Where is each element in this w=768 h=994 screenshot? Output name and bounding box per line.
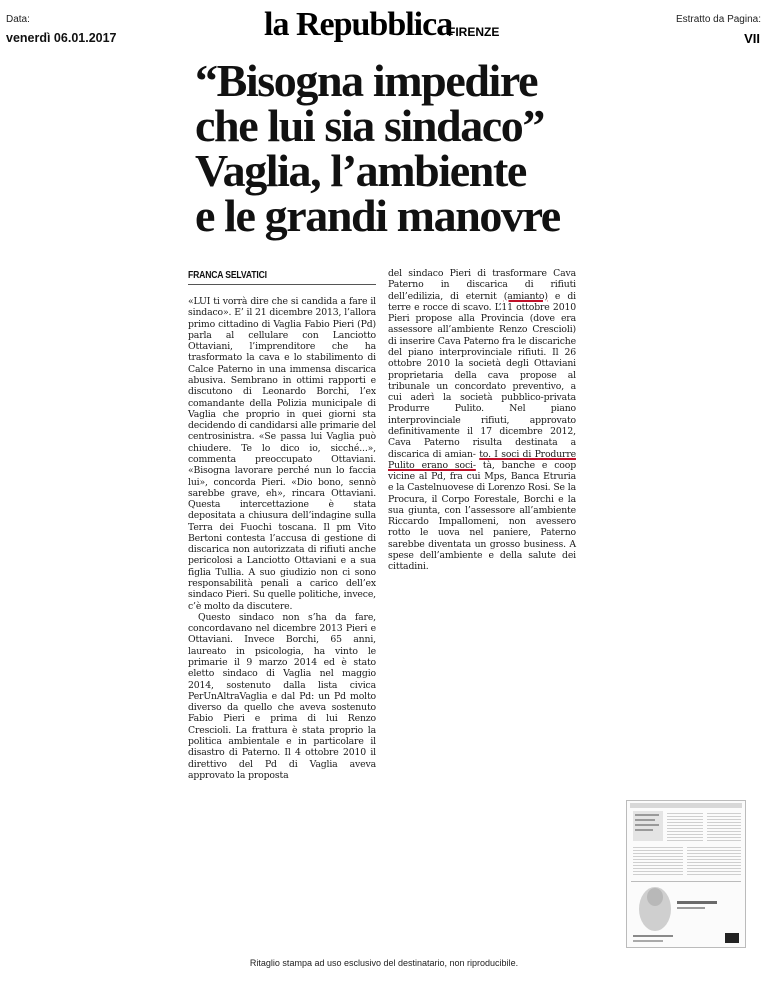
paragraph-3 bbox=[388, 268, 576, 573]
headline-line-2: che lui sia sindaco” bbox=[195, 100, 545, 151]
col2-text-a: del sindaco Pieri di trasformare Cava Paterno in discarica di rifiuti dell’edilizia, di eternit bbox=[388, 268, 576, 302]
headline-line-1: “Bisogna impedire bbox=[195, 55, 538, 106]
highlight-amianto: (amianto) bbox=[503, 290, 548, 302]
edition-label: FIRENZE bbox=[448, 25, 500, 39]
paragraph-2: Questo sindaco non s’ha da fare, concordavano nel dicembre 2013 Pieri e Ottaviani. Invece Borchi, 65 anni, laureato in psicologia, ha vinto le primarie il 9 marzo 2014 ed è stato eletto sindaco di Vaglia nel maggio 2014, sostenuto dalla lista civica PerUnAltraVaglia e dal Pd: un Pd molto diverso da quello che aveva sostenuto Fabio Pieri e prima di lui Renzo Crescioli. La frattura è stata proprio la politica ambientale e in particolare il disastro di Paterno. Il 4 ottobre 2010 il direttivo del Pd di Vaglia aveva approvato la proposta bbox=[188, 611, 376, 781]
footer-notice: Ritaglio stampa ad uso esclusivo del destinatario, non riproducibile. bbox=[249, 958, 519, 968]
article-column-2 bbox=[388, 268, 576, 573]
page-thumbnail-icon bbox=[627, 801, 745, 947]
headline-line-4: e le grandi manovre bbox=[195, 190, 560, 241]
byline-rule bbox=[188, 284, 376, 285]
highlight-soci: to. I soci di Produrre Pulito erano soci- bbox=[388, 448, 576, 471]
col2-text-b: e di terre e rocce di scavo. L’11 ottobre 2010 Pieri propose alla Provincia (dove era assessore all’ambiente Renzo Crescioli) di inserire Cava Paterno fra le discariche del piano interprovinciale rifiuti. Il 26 ottobre 2010 la società degli Ottaviani proprietaria della cava propose al tribunale un concordato preventivo, a cui aderì la società pubblico-privata Produrre Pulito. Nel piano interprovinciale rifiuti, approvato definitivamente il 17 dicembre 2012, Cava Paterno risulta destinata a discarica di amian- bbox=[388, 290, 576, 460]
headline-line-3: Vaglia, l’ambiente bbox=[195, 145, 526, 196]
date-label: Data: bbox=[6, 14, 30, 25]
masthead-logo: la Repubblica bbox=[264, 6, 453, 43]
extract-label: Estratto da Pagina: bbox=[675, 14, 761, 25]
page-number: VII bbox=[744, 31, 760, 46]
article-column-1 bbox=[188, 296, 376, 781]
page-thumbnail bbox=[626, 800, 746, 948]
date-value: venerdì 06.01.2017 bbox=[6, 31, 117, 45]
col2-text-c: tà, banche e coop vicine al Pd, fra cui Mps, Banca Etruria e la Castelnuovese di Lorenzo Rosi. Se la Procura, il Corpo Forestale, Borchi e la sua giunta, con l’assessore all’ambiente Riccardo Impallomeni, non avessero rotto le uova nel paniere, Paterno sarebbe diventata un grosso business. A spese dell’ambiente e della salute dei cittadini. bbox=[388, 459, 577, 573]
article-headline bbox=[195, 55, 615, 241]
byline: FRANCA SELVATICI bbox=[188, 269, 267, 281]
paragraph-1: «LUI ti vorrà dire che si candida a fare il sindaco». E’ il 21 dicembre 2013, l’allora primo cittadino di Vaglia Fabio Pieri (Pd) parla al cellulare con Lanciotto Ottaviani, l’imprenditore che ha trasformato la cava e lo stabilimento di Calce Paterno in una immensa discarica abusiva. Sembrano in ottimi rapporti e discutono di Leonardo Borchi, l’ex comandante della Polizia municipale di Vaglia che proprio in quei giorni sta decidendo di candidarsi alle primarie del centrosinistra. «Se passa lui Vaglia può chiudere. Te lo dico io, sicché...», commenta preoccupato Ottaviani. «Bisogna lavorare perché nun lo faccia lui», concorda Pieri. «Dio bono, sennò sarebbe grave, eh», rincara Ottaviani. Questa intercettazione è stata depositata a chiusura dell’indagine sulla Terra dei Fuochi toscana. Il pm Vito Bertoni contesta l’accusa di gestione di discarica non autorizzata di rifiuti anche pericolosi a Lanciotto Ottaviani e a sua figlia Tullia. A suo giudizio non ci sono responsabilità penali a carico dell’ex sindaco Pieri. Su quelle politiche, invece, c’è molto da discutere. bbox=[188, 296, 376, 612]
